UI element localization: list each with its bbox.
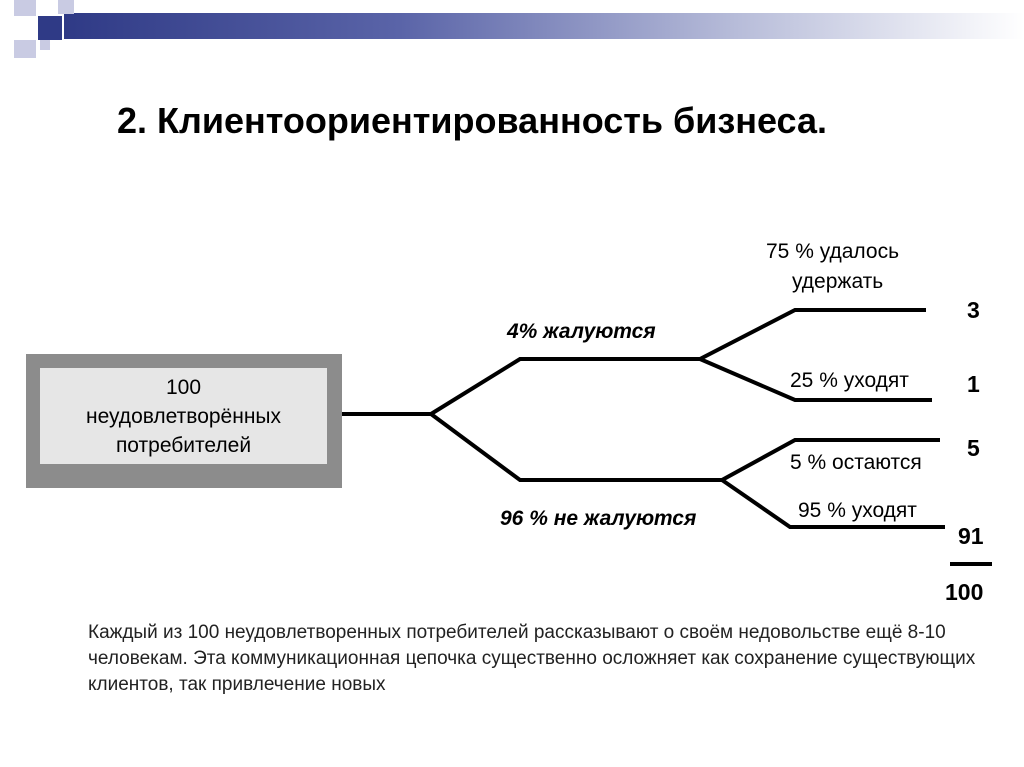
label-complain: 4% жалуются (507, 320, 656, 343)
explanation-note: Каждый из 100 неудовлетворенных потребителей рассказывают о своём недовольстве ещё 8-10 человекам. Эта коммуникационная цепочка существенно осложняет как сохранение существующих клиентов, так привлечение новых (88, 622, 976, 695)
label-leave-silent: 95 % уходят (798, 499, 917, 522)
label-leave-complain: 25 % уходят (790, 369, 909, 392)
count-retained: 3 (967, 297, 980, 323)
leaf-retained (700, 310, 926, 359)
label-stay: 5 % остаются (790, 451, 922, 474)
source-box-line2: неудовлетворённых (85, 404, 282, 428)
source-box-count: 100 (165, 375, 202, 399)
count-total: 100 (945, 579, 984, 605)
label-retained-2: удержать (792, 270, 884, 293)
label-retained-1: 75 % удалось (766, 240, 900, 263)
count-stay: 5 (967, 435, 980, 461)
slide-title: 2. Клиентоориентированность бизнеса. (117, 100, 828, 141)
label-not-complain: 96 % не жалуются (500, 507, 697, 530)
source-box-line3: потребителей (115, 433, 252, 457)
count-leave-complain: 1 (967, 371, 980, 397)
branch-not-complain (431, 414, 722, 480)
count-leave-silent: 91 (958, 523, 984, 549)
branch-complain (431, 359, 700, 414)
